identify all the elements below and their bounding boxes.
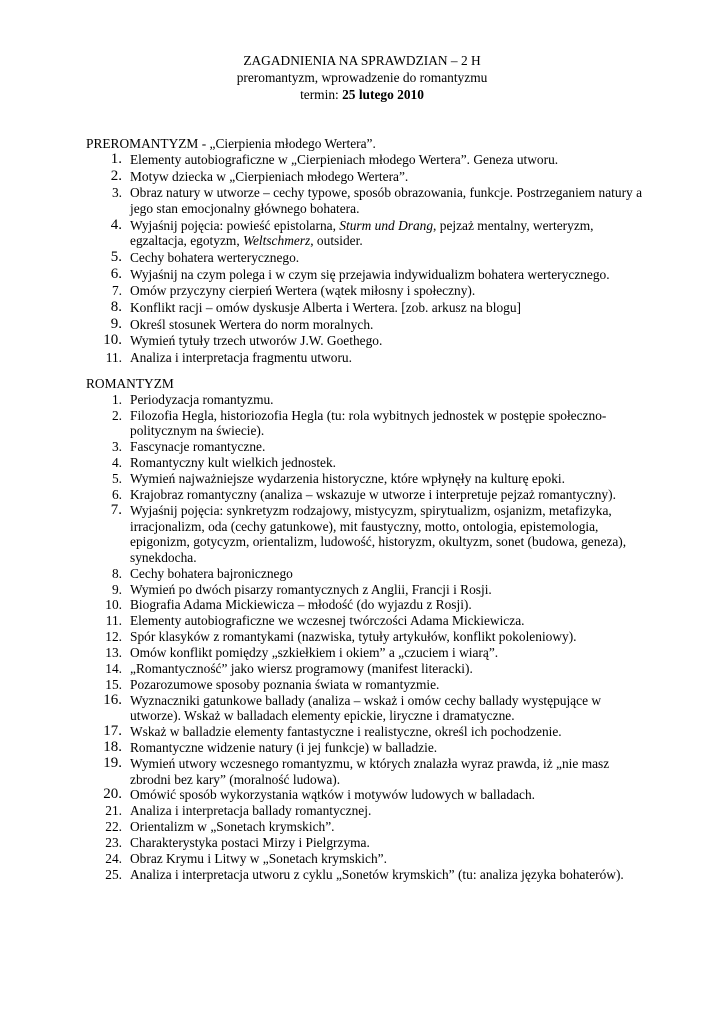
item-number: 25. (105, 866, 122, 882)
item-text: Obraz Krymu i Litwy w „Sonetach krymskich”. (130, 851, 387, 867)
item-number: 4. (111, 455, 122, 471)
item-number: 6. (111, 487, 122, 503)
item-number: 2. (110, 167, 122, 184)
item-text: Charakterystyka postaci Mirzy i Pielgrzyma. (130, 835, 370, 851)
item-text: Elementy autobiograficzne w „Cierpieniach młodego Wertera”. Geneza utworu. (130, 152, 559, 167)
item-text: Cechy bohatera werterycznego. (130, 249, 300, 265)
list-item (86, 629, 646, 645)
item-text: Wskaż w balladzie elementy fantastyczne i realistyczne, określ ich pochodzenie. (130, 724, 562, 740)
item-text-part: Wyjaśnij pojęcia: powieść epistolarna, (130, 217, 340, 233)
item-text: Orientalizm w „Sonetach krymskich”. (130, 819, 335, 835)
item-number: 18. (103, 739, 122, 756)
item-text: Omów konflikt pomiędzy „szkiełkiem i okiem” a „czuciem i wiarą”. (130, 645, 499, 661)
list-item (86, 867, 646, 883)
item-text: Omów przyczyny cierpień Wertera (wątek miłosny i społeczny). (130, 283, 476, 299)
deadline-date: 25 lutego 2010 (342, 87, 424, 102)
item-number: 14. (105, 660, 122, 676)
section-romantyzm-title: ROMANTYZM (86, 376, 174, 391)
item-text: Wyznaczniki gatunkowe ballady (analiza – wskaż i omów cechy ballady występujące w utworze). Wskaż w balladach elementy epickie, liryczne i dramatyczne. (130, 692, 602, 724)
list-item (86, 756, 646, 787)
list-item (86, 350, 646, 366)
list-item (86, 250, 646, 266)
list-item (86, 566, 646, 582)
list-item (86, 317, 646, 333)
list-item (86, 724, 646, 740)
list-item (86, 613, 646, 629)
list-item (86, 267, 646, 283)
item-number: 5. (111, 471, 122, 487)
item-number: 22. (105, 819, 122, 835)
item-text: Cechy bohatera bajronicznego (130, 565, 293, 581)
item-number: 7. (111, 283, 122, 299)
item-text-part: , outsider. (310, 233, 363, 249)
deadline-line (0, 86, 724, 103)
item-text: Analiza i interpretacja ballady romantycznej. (130, 803, 372, 819)
list-item (86, 471, 646, 487)
item-text: Wymień po dwóch pisarzy romantycznych z Anglii, Francji i Rosji. (130, 581, 492, 597)
list-item (86, 283, 646, 299)
list-item (86, 661, 646, 677)
item-text-part: , pejzaż mentalny, werteryzm, egzaltacja, egotyzm, (130, 217, 594, 249)
list-item (86, 819, 646, 835)
list-item (86, 218, 646, 249)
item-number: 1. (110, 151, 122, 167)
item-text: Obraz natury w utworze – cechy typowe, sposób obrazowania, funkcje. Postrzeganiem natury a jego stan emocjonalny głównego bohatera. (130, 185, 643, 216)
list-item (86, 300, 646, 316)
item-text: Określ stosunek Wertera do norm moralnych. (130, 316, 374, 332)
item-text: Filozofia Hegla, historiozofia Hegla (tu: rola wybitnych jednostek w postępie społeczno-politycznym na świecie). (130, 407, 607, 439)
item-text (130, 218, 646, 249)
list-item (86, 851, 646, 867)
item-text: Elementy autobiograficzne we wczesnej twórczości Adama Mickiewicza. (130, 613, 525, 629)
deadline-label: termin: (300, 87, 343, 102)
list-item (86, 152, 646, 168)
item-number: 16. (103, 691, 122, 708)
item-number: 4. (110, 216, 122, 233)
item-number: 24. (105, 851, 122, 867)
item-number: 8. (110, 299, 122, 315)
list-item (86, 487, 646, 503)
item-number: 19. (103, 755, 122, 771)
item-text: Wymień najważniejsze wydarzenia historyczne, które wpłynęły na kulturę epoki. (130, 471, 565, 487)
item-text: „Romantyczność” jako wiersz programowy (manifest literacki). (130, 660, 473, 676)
item-number: 17. (103, 723, 122, 740)
list-item (86, 392, 646, 408)
item-text: Analiza i interpretacja utworu z cyklu „Sonetów krymskich” (tu: analiza języka bohaterów). (130, 866, 624, 882)
list-item (86, 645, 646, 661)
item-number: 5. (110, 248, 122, 265)
item-number: 10. (103, 332, 122, 349)
list-item (86, 408, 646, 439)
item-text: Omówić sposób wykorzystania wątków i motywów ludowych w balladach. (130, 787, 535, 803)
list-item (86, 677, 646, 693)
item-text: Periodyzacja romantyzmu. (130, 392, 274, 407)
item-number: 9. (110, 315, 122, 332)
item-number: 8. (111, 565, 122, 581)
document-subtitle: preromantyzm, wprowadzenie do romantyzmu (236, 70, 488, 85)
item-text: Wymień utwory wczesnego romantyzmu, w których znalazła wyraz prawda, iż „nie masz zbrodni bez kary” (moralność ludowa). (130, 756, 610, 787)
item-text: Romantyczny kult wielkich jednostek. (130, 455, 337, 471)
preromantyzm-list (86, 152, 646, 367)
item-text: Krajobraz romantyczny (analiza – wskazuje w utworze i interpretuje pejzaż romantyczny). (130, 487, 616, 503)
item-number: 9. (111, 581, 122, 597)
document-header (0, 52, 724, 103)
item-number: 1. (111, 392, 122, 407)
item-text: Romantyczne widzenie natury (i jej funkcje) w balladzie. (130, 740, 438, 756)
item-number: 13. (105, 645, 122, 661)
list-item (86, 455, 646, 471)
list-item (86, 740, 646, 756)
item-text: Motyw dziecka w „Cierpieniach młodego Wertera”. (130, 168, 409, 184)
item-number: 21. (105, 803, 122, 819)
list-item (86, 693, 646, 724)
item-text: Pozarozumowe sposoby poznania świata w romantyzmie. (130, 676, 440, 692)
item-text-italic: Weltschmerz (243, 233, 311, 249)
item-number: 10. (105, 597, 122, 613)
item-number: 6. (110, 265, 122, 282)
list-item (86, 439, 646, 455)
document-title: ZAGADNIENIA NA SPRAWDZIAN – 2 H (243, 53, 481, 68)
item-text-italic: Sturm und Drang (339, 217, 434, 233)
section-preromantyzm-title: PREROMANTYZM - „Cierpienia młodego Wertera”. (86, 136, 376, 151)
item-number: 7. (110, 501, 122, 518)
list-item (86, 787, 646, 803)
item-text: Konflikt racji – omów dyskusje Alberta i Wertera. [zob. arkusz na blogu] (130, 300, 521, 315)
item-text: Analiza i interpretacja fragmentu utworu. (130, 350, 352, 366)
item-text: Wymień tytuły trzech utworów J.W. Goethego. (130, 333, 383, 349)
item-number: 12. (105, 629, 122, 645)
item-number: 11. (105, 350, 122, 366)
item-number: 3. (111, 439, 122, 455)
item-text: Wyjaśnij pojęcia: synkretyzm rodzajowy, mistycyzm, spirytualizm, osjanizm, metafizyka, irracjonalizm, oda (cechy gatunkowe), mit faustyczny, motto, ontologia, epistemologia, epigonizm, gotycyzm, orientalizm, ludowość, historyzm, okultyzm, sonet (budowa, geneza), synekdocha. (130, 502, 627, 565)
item-number: 2. (111, 407, 122, 423)
list-item (86, 803, 646, 819)
item-number: 15. (105, 676, 122, 692)
list-item (86, 169, 646, 185)
list-item (86, 185, 646, 216)
list-item (86, 333, 646, 349)
item-number: 3. (111, 185, 122, 201)
romantyzm-list (86, 392, 646, 883)
item-text: Spór klasyków z romantykami (nazwiska, tytuły artykułów, konflikt pokoleniowy). (130, 629, 577, 645)
item-number: 11. (105, 613, 122, 629)
item-number: 23. (105, 835, 122, 851)
list-item (86, 503, 646, 565)
item-text: Fascynacje romantyczne. (130, 439, 266, 455)
list-item (86, 582, 646, 598)
item-text: Biografia Adama Mickiewicza – młodość (do wyjazdu z Rosji). (130, 597, 472, 613)
item-number: 20. (103, 786, 122, 803)
list-item (86, 597, 646, 613)
list-item (86, 835, 646, 851)
item-text: Wyjaśnij na czym polega i w czym się przejawia indywidualizm bohatera werterycznego. (130, 266, 610, 282)
